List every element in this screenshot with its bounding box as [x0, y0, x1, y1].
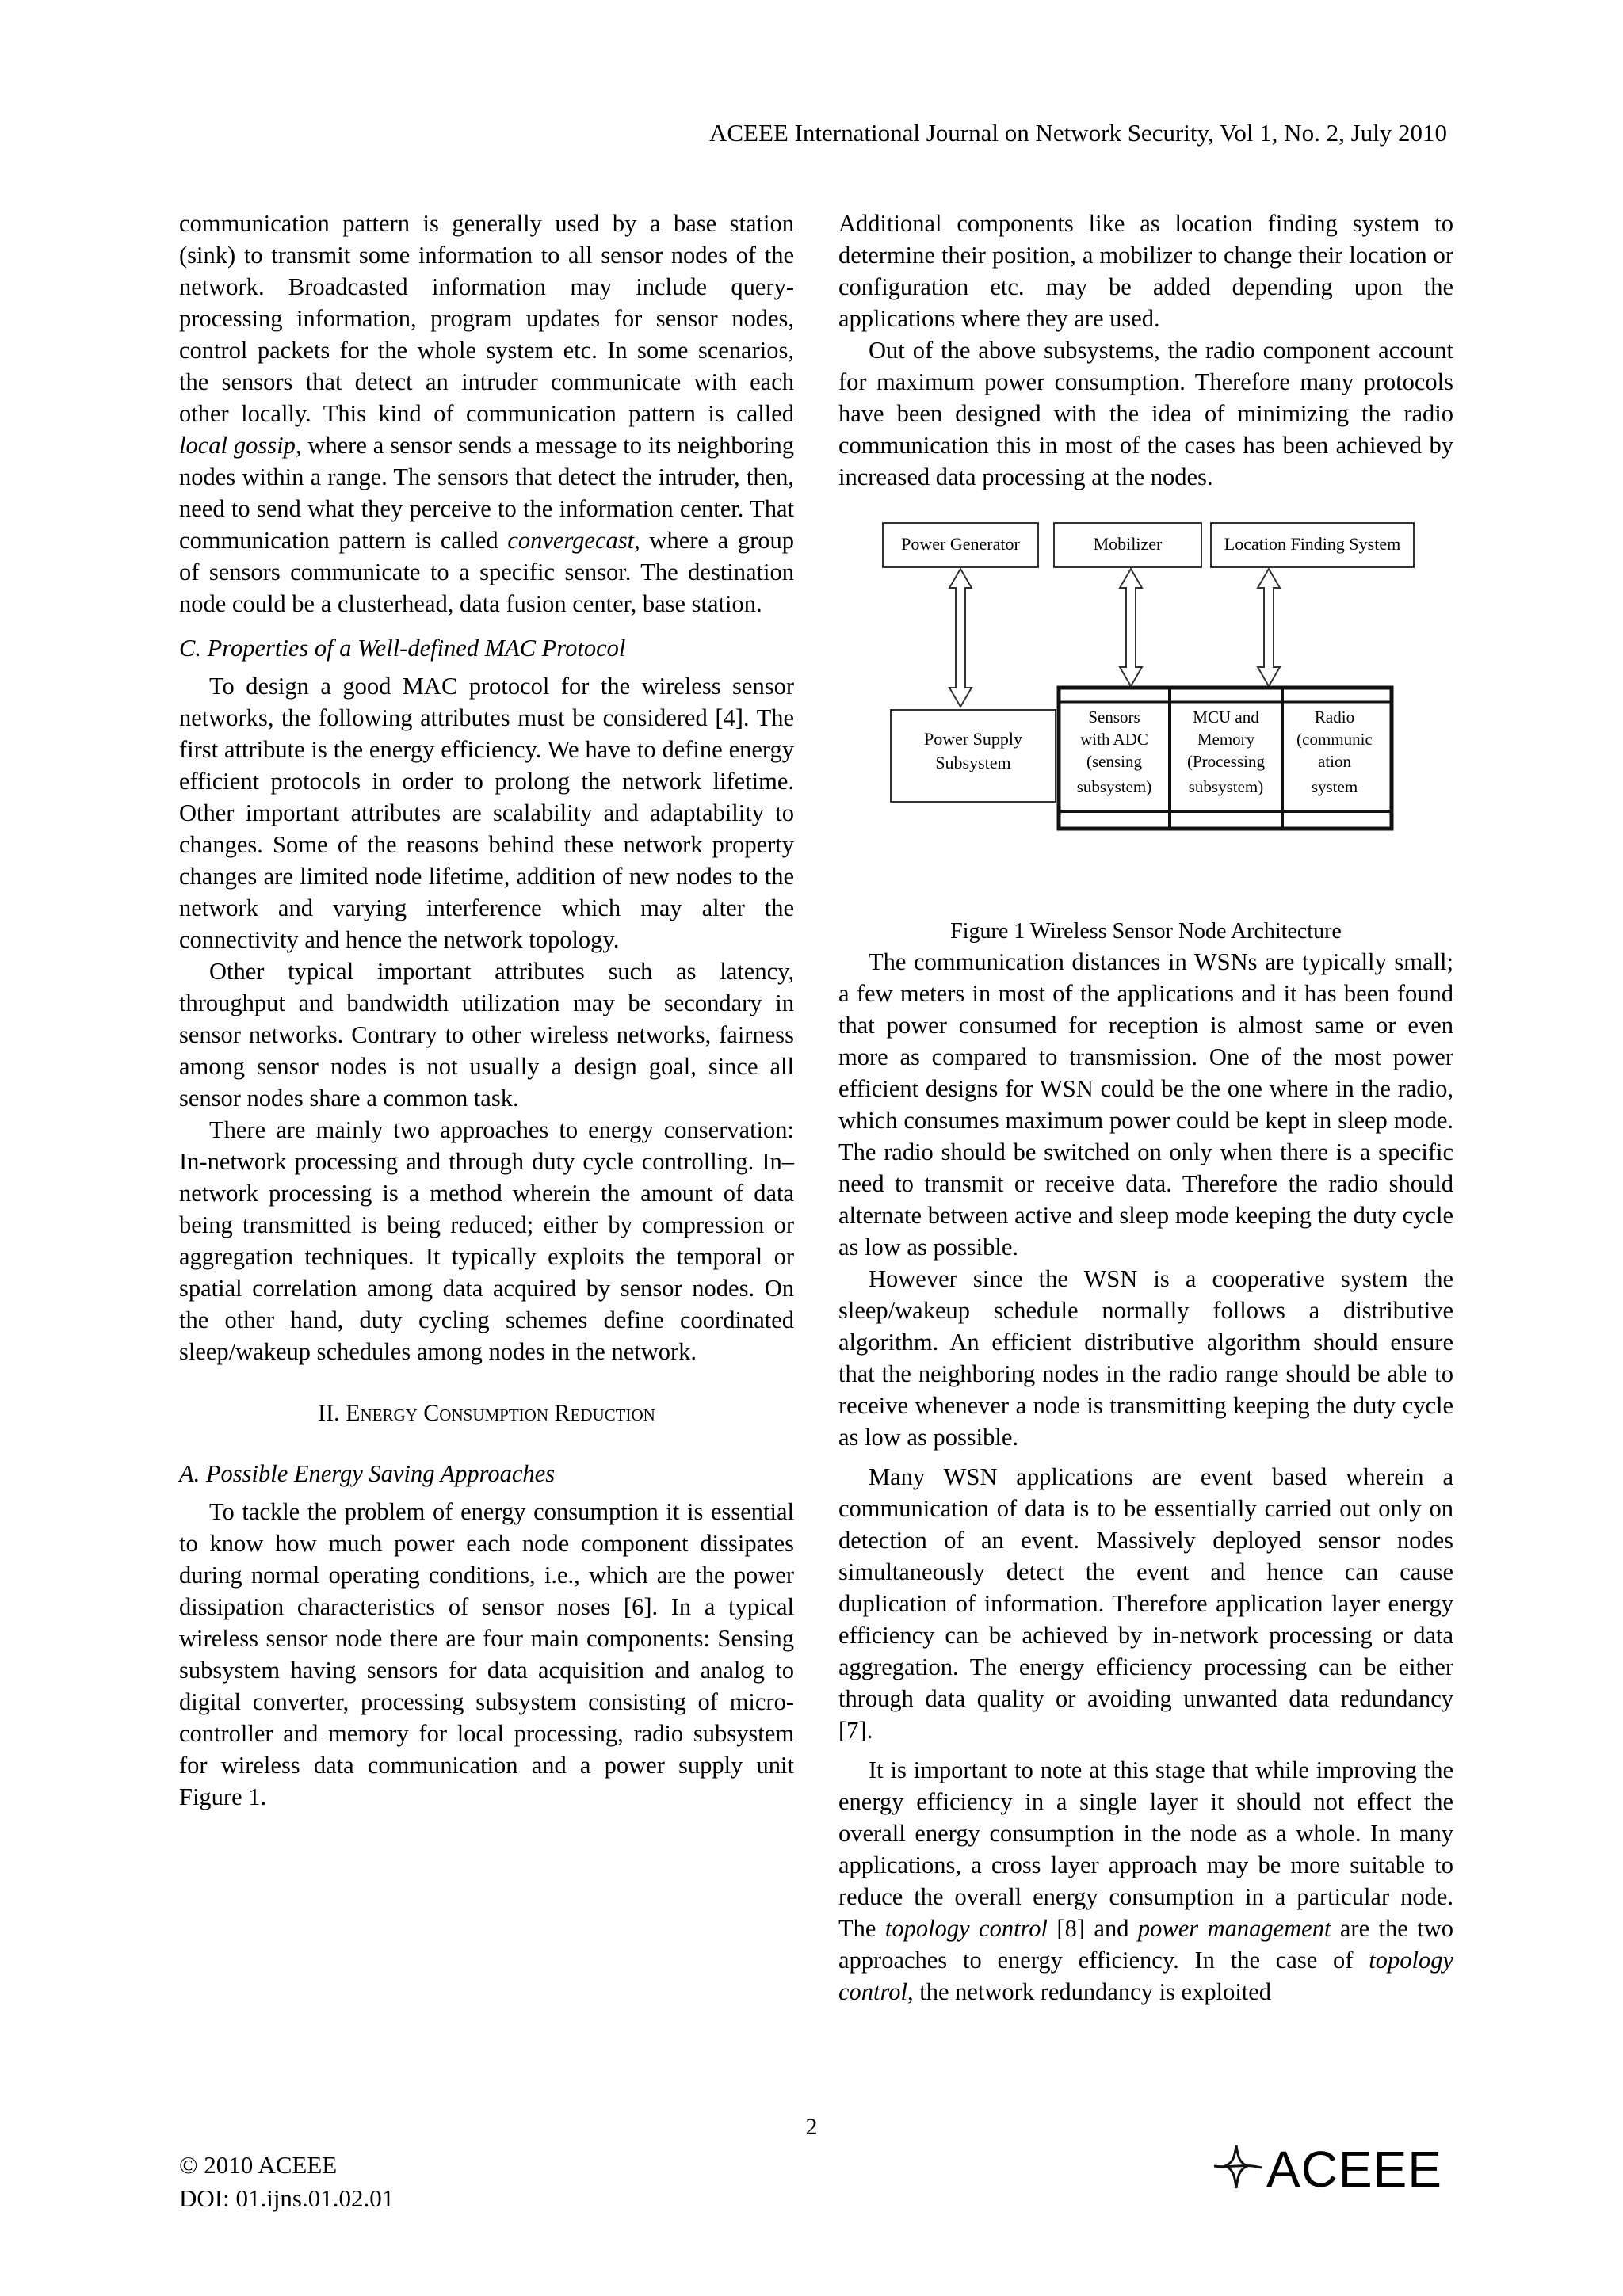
- figure-caption: Figure 1 Wireless Sensor Node Architecture: [950, 919, 1342, 944]
- sensors-label: subsystem): [1076, 777, 1152, 796]
- right-column: [838, 208, 1453, 2008]
- journal-header: ACEEE International Journal on Network Security, Vol 1, No. 2, July 2010: [708, 119, 1447, 147]
- radio-label: system: [1311, 777, 1358, 796]
- mcu-label: MCU and: [1193, 707, 1259, 727]
- mcu-label: Memory: [1197, 730, 1255, 749]
- mobilizer-label: Mobilizer: [1093, 534, 1163, 554]
- paragraph: There are mainly two approaches to energy conservation: In-network processing and through duty cycle controlling. In–network processing is a method wherein the amount of data being transmitted is being reduced; either by compression or aggregation techniques. It typically exploits the temporal or spatial correlation among data acquired by sensor nodes. On the other hand, duty cycling schemes define coordinated sleep/wakeup schedules among nodes in the network.: [179, 1116, 794, 1365]
- radio-label: ation: [1318, 752, 1351, 771]
- section-heading: II. Energy Consumption Reduction: [318, 1400, 655, 1426]
- paragraph: Out of the above subsystems, the radio component account for maximum power consumption. Therefore many protocols have been designed with the idea of minimizing the radio communication this in most of the cases has been achieved by increased data processing at the nodes.: [838, 337, 1453, 490]
- subsection-heading: A. Possible Energy Saving Approaches: [179, 1460, 556, 1487]
- paragraph: However since the WSN is a cooperative system the sleep/wakeup schedule normally follows a distributive algorithm. An efficient distributive algorithm should ensure that the neighboring nodes in the radio range should be able to receive whenever a node is transmitting keeping the duty cycle as low as possible.: [838, 1265, 1453, 1451]
- double-arrow: [949, 569, 972, 707]
- power-supply-label: Subsystem: [935, 753, 1011, 772]
- radio-label: Radio: [1314, 707, 1355, 727]
- logo-text: ACEEE: [1266, 2141, 1442, 2198]
- mcu-label: (Processing: [1187, 752, 1265, 771]
- figure-wireless-sensor-node: [838, 509, 1453, 905]
- paragraph: It is important to note at this stage that while improving the energy efficiency in a single layer it should not effect the overall energy consumption in the node as a whole. In many applications, a cross layer approach may be more suitable to reduce the overall energy consumption in a particular node. The topology control [8] and power management are the two approaches to energy efficiency. In the case of topology control, the network redundancy is exploited: [838, 1756, 1453, 2005]
- left-column: [179, 208, 794, 1813]
- paragraph: To design a good MAC protocol for the wireless sensor networks, the following attributes must be considered [4]. The first attribute is the energy efficiency. We have to define energy efficient protocols in order to prolong the network lifetime. Other important attributes are scalability and adaptability to changes. Some of the reasons behind these network property changes are limited node lifetime, addition of new nodes to the network and varying interference which may alter the connectivity and hence the network topology.: [179, 673, 794, 953]
- double-arrow: [1258, 569, 1280, 686]
- aceee-logo: [1205, 2139, 1450, 2201]
- location-finding-label: Location Finding System: [1224, 534, 1401, 554]
- doi: DOI: 01.ijns.01.02.01: [179, 2184, 395, 2212]
- sensors-label: (sensing: [1086, 752, 1142, 771]
- architecture-diagram: [838, 509, 1453, 905]
- footer: [179, 2149, 394, 2215]
- page-number: 2: [805, 2114, 818, 2140]
- sensors-label: Sensors: [1088, 707, 1140, 727]
- paragraph: Many WSN applications are event based wherein a communication of data is to be essentially carried out only on detection of an event. Massively deployed sensor nodes simultaneously detect the event and hence can cause duplication of information. Therefore application layer energy efficiency can be achieved by in-network processing or data aggregation. The energy efficiency processing can be either through data quality or avoiding unwanted data redundancy [7].: [838, 1463, 1453, 1744]
- radio-label: (communic: [1296, 730, 1373, 749]
- mcu-label: subsystem): [1188, 777, 1264, 796]
- paragraph: Additional components like as location finding system to determine their position, a mobilizer to change their location or configuration etc. may be added depending upon the applications where they are used.: [838, 210, 1453, 332]
- sensors-label: with ADC: [1080, 730, 1148, 749]
- paragraph: communication pattern is generally used by a base station (sink) to transmit some information to all sensor nodes of the network. Broadcasted information may include query-processing information, program updates for sensor nodes, control packets for the whole system etc. In some scenarios, the sensors that detect an intruder communicate with each other locally. This kind of communication pattern is called local gossip, where a sensor sends a message to its neighboring nodes within a range. The sensors that detect the intruder, then, need to send what they perceive to the information center. That communication pattern is called convergecast, where a group of sensors communicate to a specific sensor. The destination node could be a clusterhead, data fusion center, base station.: [179, 210, 794, 617]
- subsection-heading: C. Properties of a Well-defined MAC Protocol: [179, 635, 626, 662]
- power-supply-label: Power Supply: [923, 729, 1023, 749]
- logo-mark-icon: [1205, 2139, 1268, 2201]
- paragraph: The communication distances in WSNs are typically small; a few meters in most of the applications and it has been found that power consumed for reception is almost same or even more as compared to transmission. One of the most power efficient designs for WSN could be the one where in the radio, which consumes maximum power could be kept in sleep mode. The radio should be switched on only when there is a specific need to transmit or receive data. Therefore the radio should alternate between active and sleep mode keeping the duty cycle as low as possible.: [838, 948, 1453, 1261]
- double-arrow: [1120, 569, 1142, 686]
- paragraph: To tackle the problem of energy consumption it is essential to know how much power each node component dissipates during normal operating conditions, i.e., which are the power dissipation characteristics of sensor noses [6]. In a typical wireless sensor node there are four main components: Sensing subsystem having sensors for data acquisition and analog to digital converter, processing subsystem consisting of micro-controller and memory for local processing, radio subsystem for wireless data communication and a power supply unit Figure 1.: [179, 1498, 794, 1810]
- paragraph: Other typical important attributes such as latency, throughput and bandwidth utilization may be secondary in sensor networks. Contrary to other wireless networks, fairness among sensor nodes is not usually a design goal, since all sensor nodes share a common task.: [179, 958, 794, 1112]
- copyright: © 2010 ACEEE: [179, 2151, 338, 2179]
- power-generator-label: Power Generator: [901, 534, 1020, 554]
